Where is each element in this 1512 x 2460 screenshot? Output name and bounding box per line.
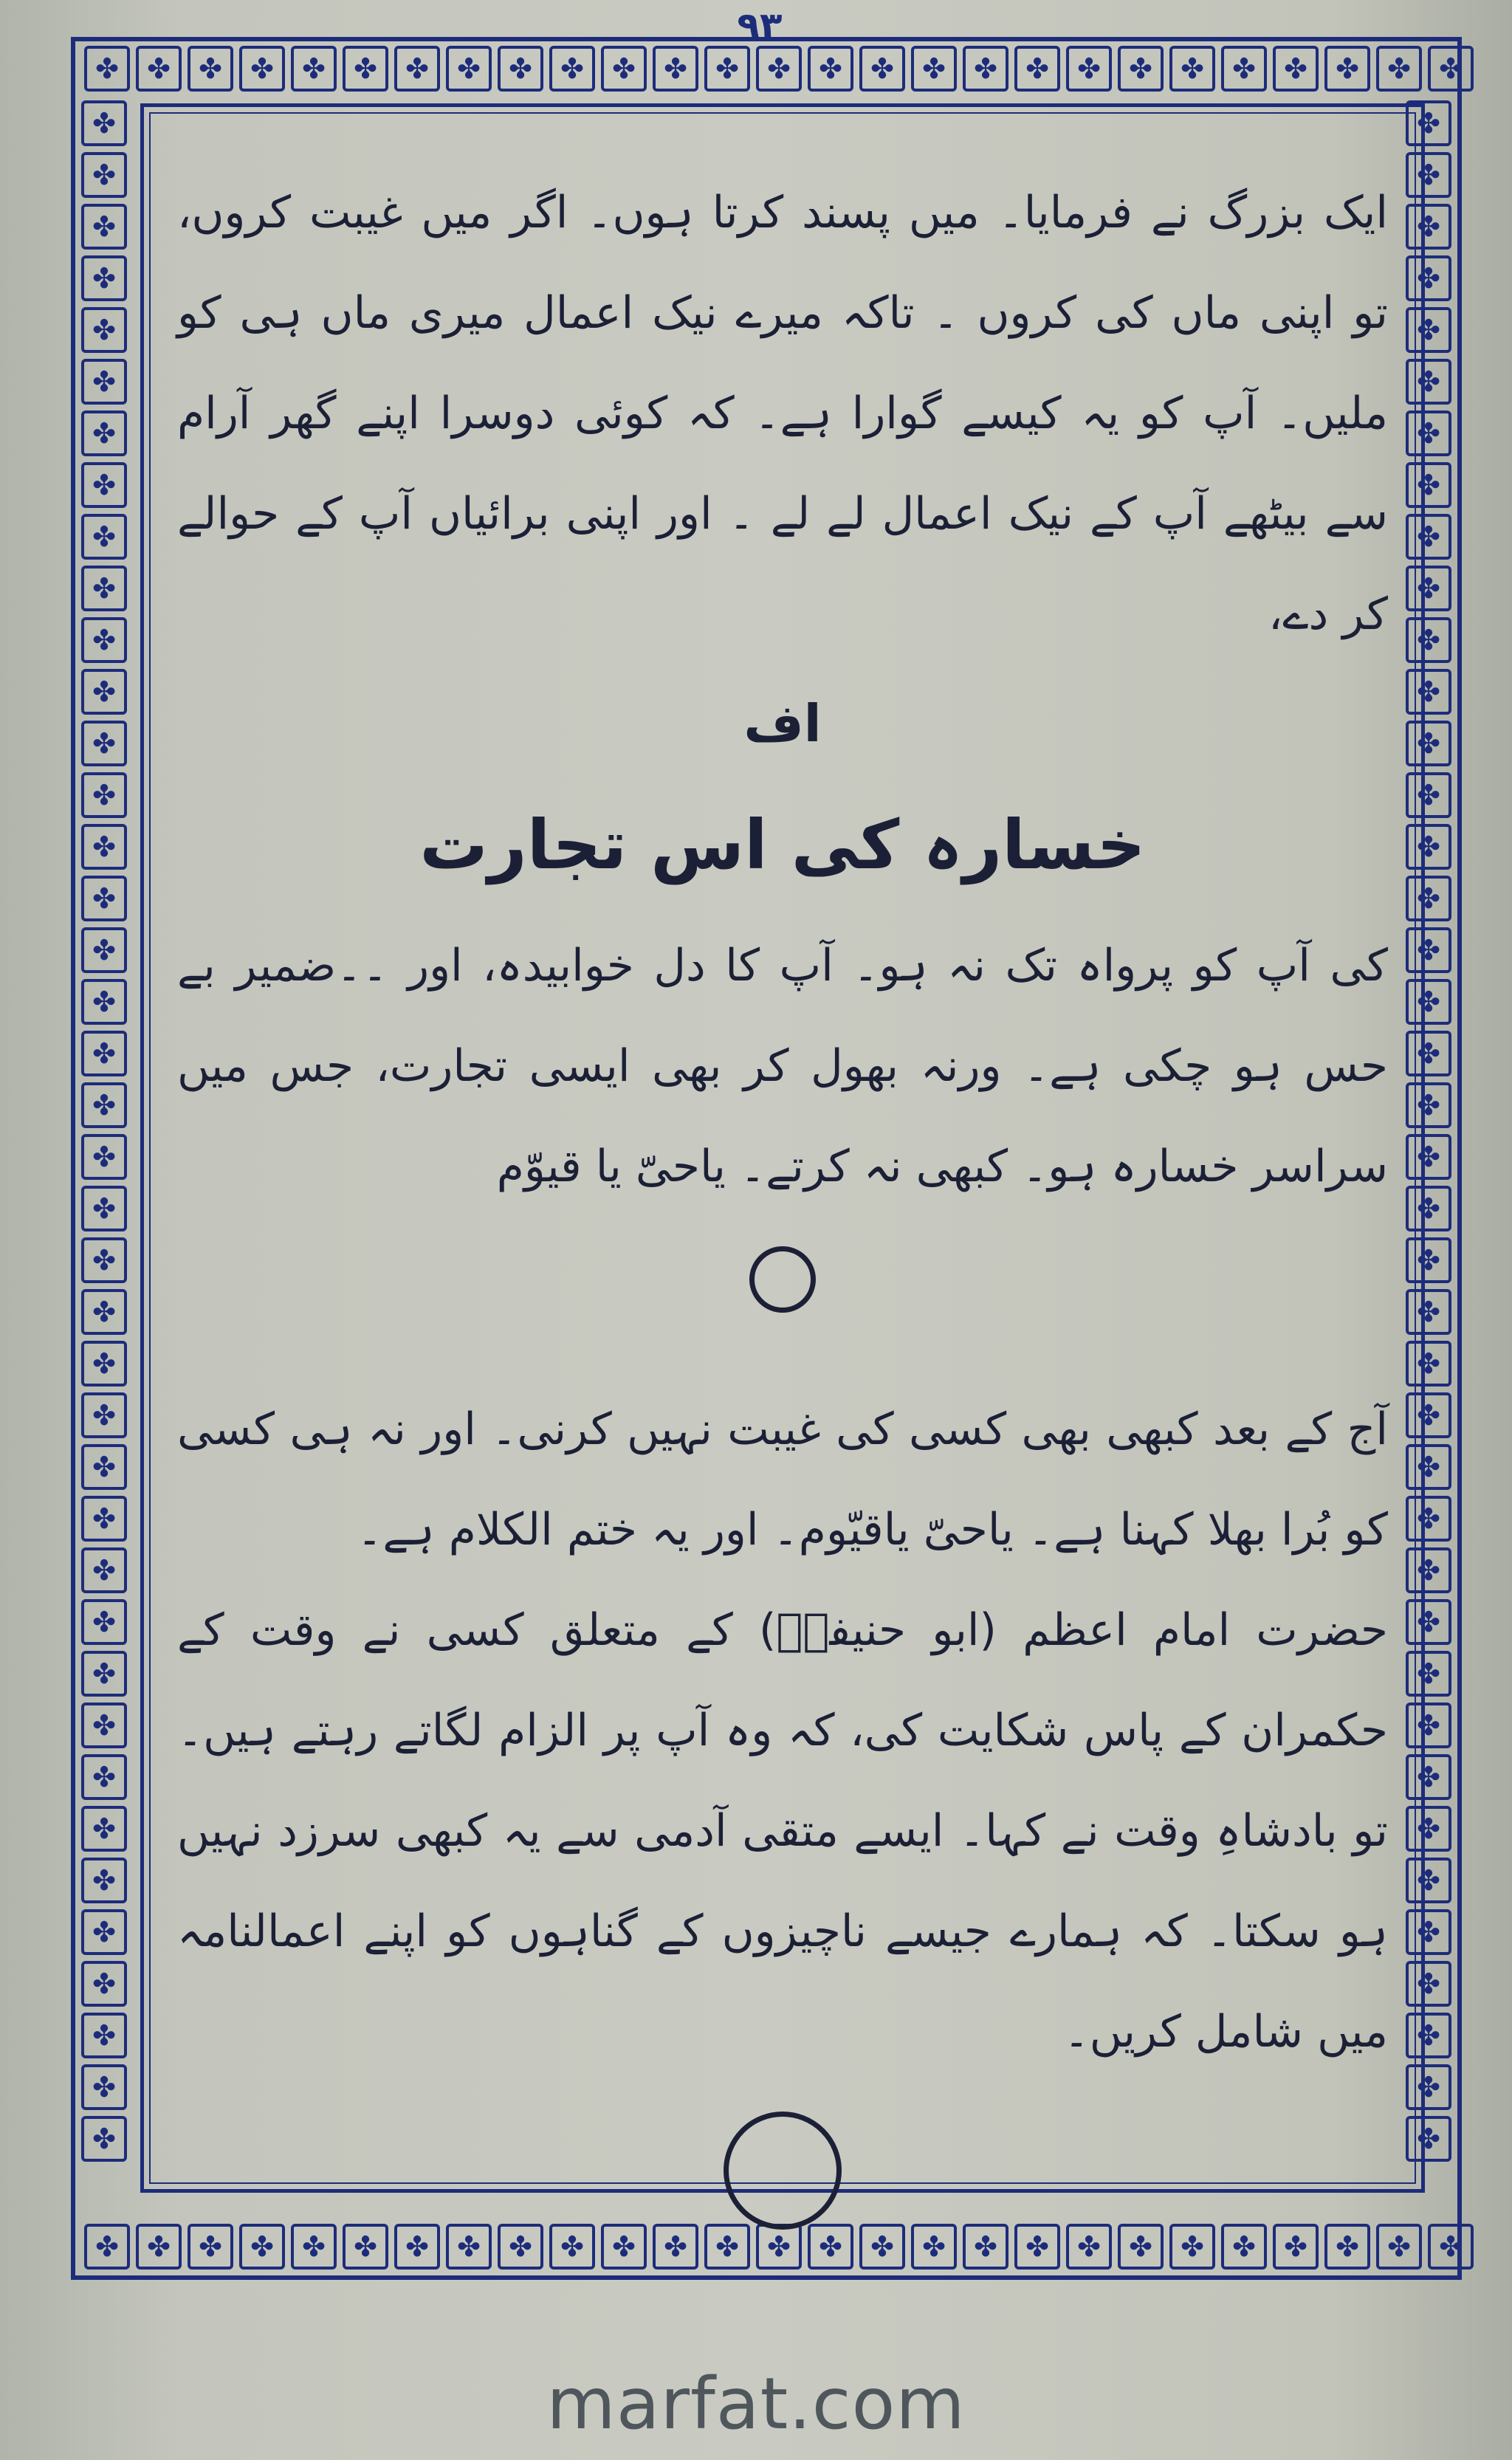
quatrefoil-ornament-icon: ✤ [1406,1909,1451,1955]
quatrefoil-ornament-icon: ✤ [1014,2224,1060,2270]
quatrefoil-ornament-icon: ✤ [1406,1237,1451,1283]
paragraph-bottom-2: حضرت امام اعظم (ابو حنیفہؒ) کے متعلق کسی نے وقت کے حکمران کے پاس شکایت کی، کہ وہ آپ پر الزام لگاتے رہتے ہیں۔ تو بادشاہِ وقت نے کہا۔ ایسے متقی آدمی سے یہ کبھی سرزد نہیں ہو سکتا۔ کہ ہمارے جیسے ناچیزوں کے گناہوں کو اپنے اعمالنامہ میں شامل کریں۔ [177,1604,1388,2058]
quatrefoil-ornament-icon: ✤ [84,2224,130,2270]
quatrefoil-ornament-icon: ✤ [756,2224,802,2270]
quatrefoil-ornament-icon: ✤ [81,1341,127,1387]
ornament-column-left [81,97,127,2165]
quatrefoil-ornament-icon: ✤ [498,46,543,92]
quatrefoil-ornament-icon: ✤ [1406,307,1451,353]
quatrefoil-ornament-icon: ✤ [704,46,750,92]
quatrefoil-ornament-icon: ✤ [704,2224,750,2270]
quatrefoil-ornament-icon: ✤ [756,46,802,92]
quatrefoil-ornament-icon: ✤ [859,46,905,92]
quatrefoil-ornament-icon: ✤ [81,772,127,818]
paragraph-top: ایک بزرگ نے فرمایا۔ میں پسند کرتا ہوں۔ اگر میں غیبت کروں، تو اپنی ماں کی کروں ۔ تاکہ میرے نیک اعمال میری ماں ہی کو ملیں۔ آپ کو یہ کیسے گوارا ہے۔ کہ کوئی دوسرا اپنے گھر آرام سے بیٹھے آپ کے نیک اعمال لے لے ۔ اور اپنی برائیاں آپ کے حوالے کر دے، [177,187,1388,640]
quatrefoil-ornament-icon: ✤ [188,2224,233,2270]
quatrefoil-ornament-icon: ✤ [1221,46,1267,92]
quatrefoil-ornament-icon: ✤ [1406,772,1451,818]
quatrefoil-ornament-icon: ✤ [1406,2013,1451,2058]
quatrefoil-ornament-icon: ✤ [1406,255,1451,301]
circle-divider-icon [749,1246,816,1313]
quatrefoil-ornament-icon: ✤ [81,462,127,508]
quatrefoil-ornament-icon: ✤ [1118,46,1164,92]
quatrefoil-ornament-icon: ✤ [81,617,127,663]
quatrefoil-ornament-icon: ✤ [1406,1082,1451,1128]
quatrefoil-ornament-icon: ✤ [1406,1806,1451,1852]
quatrefoil-ornament-icon: ✤ [136,46,182,92]
quatrefoil-ornament-icon: ✤ [81,1961,127,2007]
quatrefoil-ornament-icon: ✤ [1169,46,1215,92]
quatrefoil-ornament-icon: ✤ [81,410,127,456]
quatrefoil-ornament-icon: ✤ [1406,824,1451,870]
quatrefoil-ornament-icon: ✤ [1406,1186,1451,1231]
quatrefoil-ornament-icon: ✤ [1406,1961,1451,2007]
quatrefoil-ornament-icon: ✤ [1406,1444,1451,1490]
quatrefoil-ornament-icon: ✤ [81,1547,127,1593]
quatrefoil-ornament-icon: ✤ [1406,1341,1451,1387]
quatrefoil-ornament-icon: ✤ [81,152,127,198]
quatrefoil-ornament-icon: ✤ [81,2013,127,2058]
watermark: marfat.com [546,2363,966,2445]
quatrefoil-ornament-icon: ✤ [1376,2224,1422,2270]
quatrefoil-ornament-icon: ✤ [1406,1703,1451,1748]
quatrefoil-ornament-icon: ✤ [1406,2064,1451,2110]
quatrefoil-ornament-icon: ✤ [446,46,492,92]
quatrefoil-ornament-icon: ✤ [963,2224,1008,2270]
quatrefoil-ornament-icon: ✤ [1066,2224,1112,2270]
quatrefoil-ornament-icon: ✤ [1273,2224,1319,2270]
quatrefoil-ornament-icon: ✤ [81,2116,127,2162]
quatrefoil-ornament-icon: ✤ [81,100,127,146]
quatrefoil-ornament-icon: ✤ [549,2224,595,2270]
quatrefoil-ornament-icon: ✤ [1406,1392,1451,1438]
paragraph-bottom-1: آج کے بعد کبھی بھی کسی کی غیبت نہیں کرنی۔ اور نہ ہی کسی کو بُرا بھلا کہنا ہے۔ یاحیّ یاقیّوم۔ اور یہ ختم الکلام ہے۔ [177,1403,1388,1556]
heading-title: خسارہ کی اس تجارت [419,805,1146,884]
quatrefoil-ornament-icon: ✤ [291,46,337,92]
quatrefoil-ornament-icon: ✤ [84,46,130,92]
quatrefoil-ornament-icon: ✤ [1066,46,1112,92]
quatrefoil-ornament-icon: ✤ [1406,359,1451,405]
quatrefoil-ornament-icon: ✤ [81,1031,127,1076]
ornament-row-top [81,46,1477,92]
quatrefoil-ornament-icon: ✤ [81,824,127,870]
quatrefoil-ornament-icon: ✤ [601,46,647,92]
quatrefoil-ornament-icon: ✤ [1273,46,1319,92]
quatrefoil-ornament-icon: ✤ [1169,2224,1215,2270]
quatrefoil-ornament-icon: ✤ [1406,979,1451,1025]
quatrefoil-ornament-icon: ✤ [601,2224,647,2270]
quatrefoil-ornament-icon: ✤ [446,2224,492,2270]
quatrefoil-ornament-icon: ✤ [1406,1754,1451,1800]
quatrefoil-ornament-icon: ✤ [81,1289,127,1335]
quatrefoil-ornament-icon: ✤ [81,1082,127,1128]
quatrefoil-ornament-icon: ✤ [1406,152,1451,198]
quatrefoil-ornament-icon: ✤ [1406,100,1451,146]
quatrefoil-ornament-icon: ✤ [81,204,127,250]
quatrefoil-ornament-icon: ✤ [343,2224,388,2270]
quatrefoil-ornament-icon: ✤ [1406,876,1451,921]
ornament-row-bottom [81,2224,1477,2270]
quatrefoil-ornament-icon: ✤ [1406,1289,1451,1335]
quatrefoil-ornament-icon: ✤ [1324,2224,1370,2270]
quatrefoil-ornament-icon: ✤ [81,979,127,1025]
quatrefoil-ornament-icon: ✤ [81,669,127,715]
quatrefoil-ornament-icon: ✤ [1406,721,1451,766]
page-number: ۹۳ [737,4,783,47]
quatrefoil-ornament-icon: ✤ [81,1134,127,1180]
quatrefoil-ornament-icon: ✤ [188,46,233,92]
quatrefoil-ornament-icon: ✤ [81,927,127,973]
quatrefoil-ornament-icon: ✤ [81,1444,127,1490]
heading-exclamation: اف [743,693,822,754]
quatrefoil-ornament-icon: ✤ [1406,204,1451,250]
quatrefoil-ornament-icon: ✤ [81,876,127,921]
quatrefoil-ornament-icon: ✤ [1221,2224,1267,2270]
quatrefoil-ornament-icon: ✤ [911,46,957,92]
quatrefoil-ornament-icon: ✤ [81,2064,127,2110]
quatrefoil-ornament-icon: ✤ [81,307,127,353]
quatrefoil-ornament-icon: ✤ [1376,46,1422,92]
quatrefoil-ornament-icon: ✤ [136,2224,182,2270]
quatrefoil-ornament-icon: ✤ [1406,2116,1451,2162]
quatrefoil-ornament-icon: ✤ [81,1806,127,1852]
quatrefoil-ornament-icon: ✤ [1406,514,1451,560]
quatrefoil-ornament-icon: ✤ [394,46,440,92]
quatrefoil-ornament-icon: ✤ [81,514,127,560]
quatrefoil-ornament-icon: ✤ [1406,1547,1451,1593]
quatrefoil-ornament-icon: ✤ [498,2224,543,2270]
quatrefoil-ornament-icon: ✤ [1406,669,1451,715]
quatrefoil-ornament-icon: ✤ [1406,927,1451,973]
quatrefoil-ornament-icon: ✤ [81,1909,127,1955]
quatrefoil-ornament-icon: ✤ [1428,46,1474,92]
quatrefoil-ornament-icon: ✤ [1406,617,1451,663]
quatrefoil-ornament-icon: ✤ [81,1651,127,1697]
quatrefoil-ornament-icon: ✤ [81,566,127,611]
quatrefoil-ornament-icon: ✤ [1324,46,1370,92]
quatrefoil-ornament-icon: ✤ [653,46,698,92]
quatrefoil-ornament-icon: ✤ [963,46,1008,92]
quatrefoil-ornament-icon: ✤ [239,2224,285,2270]
quatrefoil-ornament-icon: ✤ [81,1858,127,1903]
quatrefoil-ornament-icon: ✤ [808,2224,853,2270]
quatrefoil-ornament-icon: ✤ [1406,1496,1451,1542]
quatrefoil-ornament-icon: ✤ [343,46,388,92]
circle-end-icon [724,2112,842,2230]
quatrefoil-ornament-icon: ✤ [81,1392,127,1438]
quatrefoil-ornament-icon: ✤ [81,721,127,766]
quatrefoil-ornament-icon: ✤ [81,1496,127,1542]
quatrefoil-ornament-icon: ✤ [1406,566,1451,611]
paragraph-middle: کی آپ کو پرواہ تک نہ ہو۔ آپ کا دل خوابیدہ، اور ۔۔ضمیر بے حس ہو چکی ہے۔ ورنہ بھول کر بھی ایسی تجارت، جس میں سراسر خسارہ ہو۔ کبھی نہ کرتے۔ یاحیّ یا قیوّم [177,940,1388,1192]
quatrefoil-ornament-icon: ✤ [1406,462,1451,508]
quatrefoil-ornament-icon: ✤ [653,2224,698,2270]
quatrefoil-ornament-icon: ✤ [81,359,127,405]
quatrefoil-ornament-icon: ✤ [239,46,285,92]
quatrefoil-ornament-icon: ✤ [81,1703,127,1748]
quatrefoil-ornament-icon: ✤ [1406,1858,1451,1903]
quatrefoil-ornament-icon: ✤ [1406,1031,1451,1076]
quatrefoil-ornament-icon: ✤ [1118,2224,1164,2270]
quatrefoil-ornament-icon: ✤ [549,46,595,92]
quatrefoil-ornament-icon: ✤ [1406,1134,1451,1180]
quatrefoil-ornament-icon: ✤ [81,255,127,301]
quatrefoil-ornament-icon: ✤ [81,1599,127,1645]
body-text [177,162,1388,2230]
quatrefoil-ornament-icon: ✤ [81,1186,127,1231]
quatrefoil-ornament-icon: ✤ [911,2224,957,2270]
quatrefoil-ornament-icon: ✤ [81,1237,127,1283]
quatrefoil-ornament-icon: ✤ [1406,1651,1451,1697]
quatrefoil-ornament-icon: ✤ [1428,2224,1474,2270]
quatrefoil-ornament-icon: ✤ [291,2224,337,2270]
quatrefoil-ornament-icon: ✤ [1406,1599,1451,1645]
quatrefoil-ornament-icon: ✤ [808,46,853,92]
quatrefoil-ornament-icon: ✤ [81,1754,127,1800]
quatrefoil-ornament-icon: ✤ [1014,46,1060,92]
quatrefoil-ornament-icon: ✤ [1406,410,1451,456]
quatrefoil-ornament-icon: ✤ [859,2224,905,2270]
quatrefoil-ornament-icon: ✤ [394,2224,440,2270]
